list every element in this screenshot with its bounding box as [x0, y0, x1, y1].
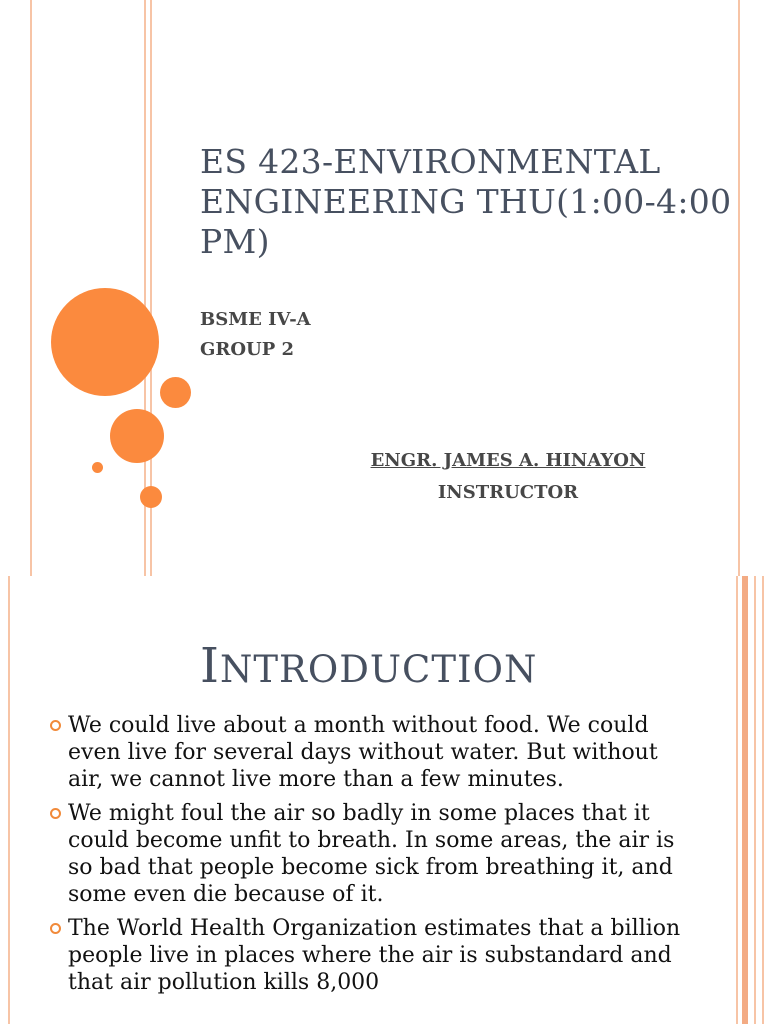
section-label: BSME IV-A: [200, 309, 311, 330]
bullet-list: [48, 712, 684, 1003]
instructor-role: INSTRUCTOR: [437, 482, 579, 503]
decorative-circle-medium: [110, 409, 164, 463]
hollow-circle-bullet-icon: [50, 808, 61, 819]
introduction-slide: [0, 576, 768, 1024]
list-item: [48, 915, 684, 996]
bullet-text: We could live about a month without food. We could even live for several days without water. But without air, we cannot live more than a few minutes.: [68, 713, 658, 792]
group-label: GROUP 2: [200, 339, 295, 360]
decorative-circle-small: [140, 486, 162, 508]
list-item: [48, 712, 684, 793]
slide-heading: [200, 636, 537, 700]
slide-heading-initial: I: [200, 638, 220, 694]
decorative-circle-dot: [92, 462, 103, 473]
decorative-stripe: [736, 576, 738, 1024]
instructor-name: ENGR. JAMES A. HINAYON: [370, 450, 646, 471]
decorative-circle-small: [160, 377, 191, 408]
decorative-stripe: [742, 576, 748, 1024]
hollow-circle-bullet-icon: [50, 923, 61, 934]
slide-title: ES 423-ENVIRONMENTAL ENGINEERING THU(1:00-4:00 PM): [200, 142, 732, 261]
bullet-text: We might foul the air so badly in some places that it could become unfit to breath. In some areas, the air is so bad that people become sick from breathing it, and some even die because of it.: [68, 801, 675, 907]
hollow-circle-bullet-icon: [50, 720, 61, 731]
decorative-stripe: [30, 0, 32, 576]
bullet-text: The World Health Organization estimates that a billion people live in places where the air is substandard and that air pollution kills 8,000: [68, 916, 681, 995]
decorative-stripe: [8, 576, 10, 1024]
decorative-stripe: [762, 576, 764, 1024]
decorative-circle-large: [51, 288, 159, 396]
slide-heading-rest: NTRODUCTION: [219, 648, 538, 691]
list-item: [48, 800, 684, 908]
decorative-stripe: [754, 576, 756, 1024]
decorative-stripe: [738, 0, 740, 576]
